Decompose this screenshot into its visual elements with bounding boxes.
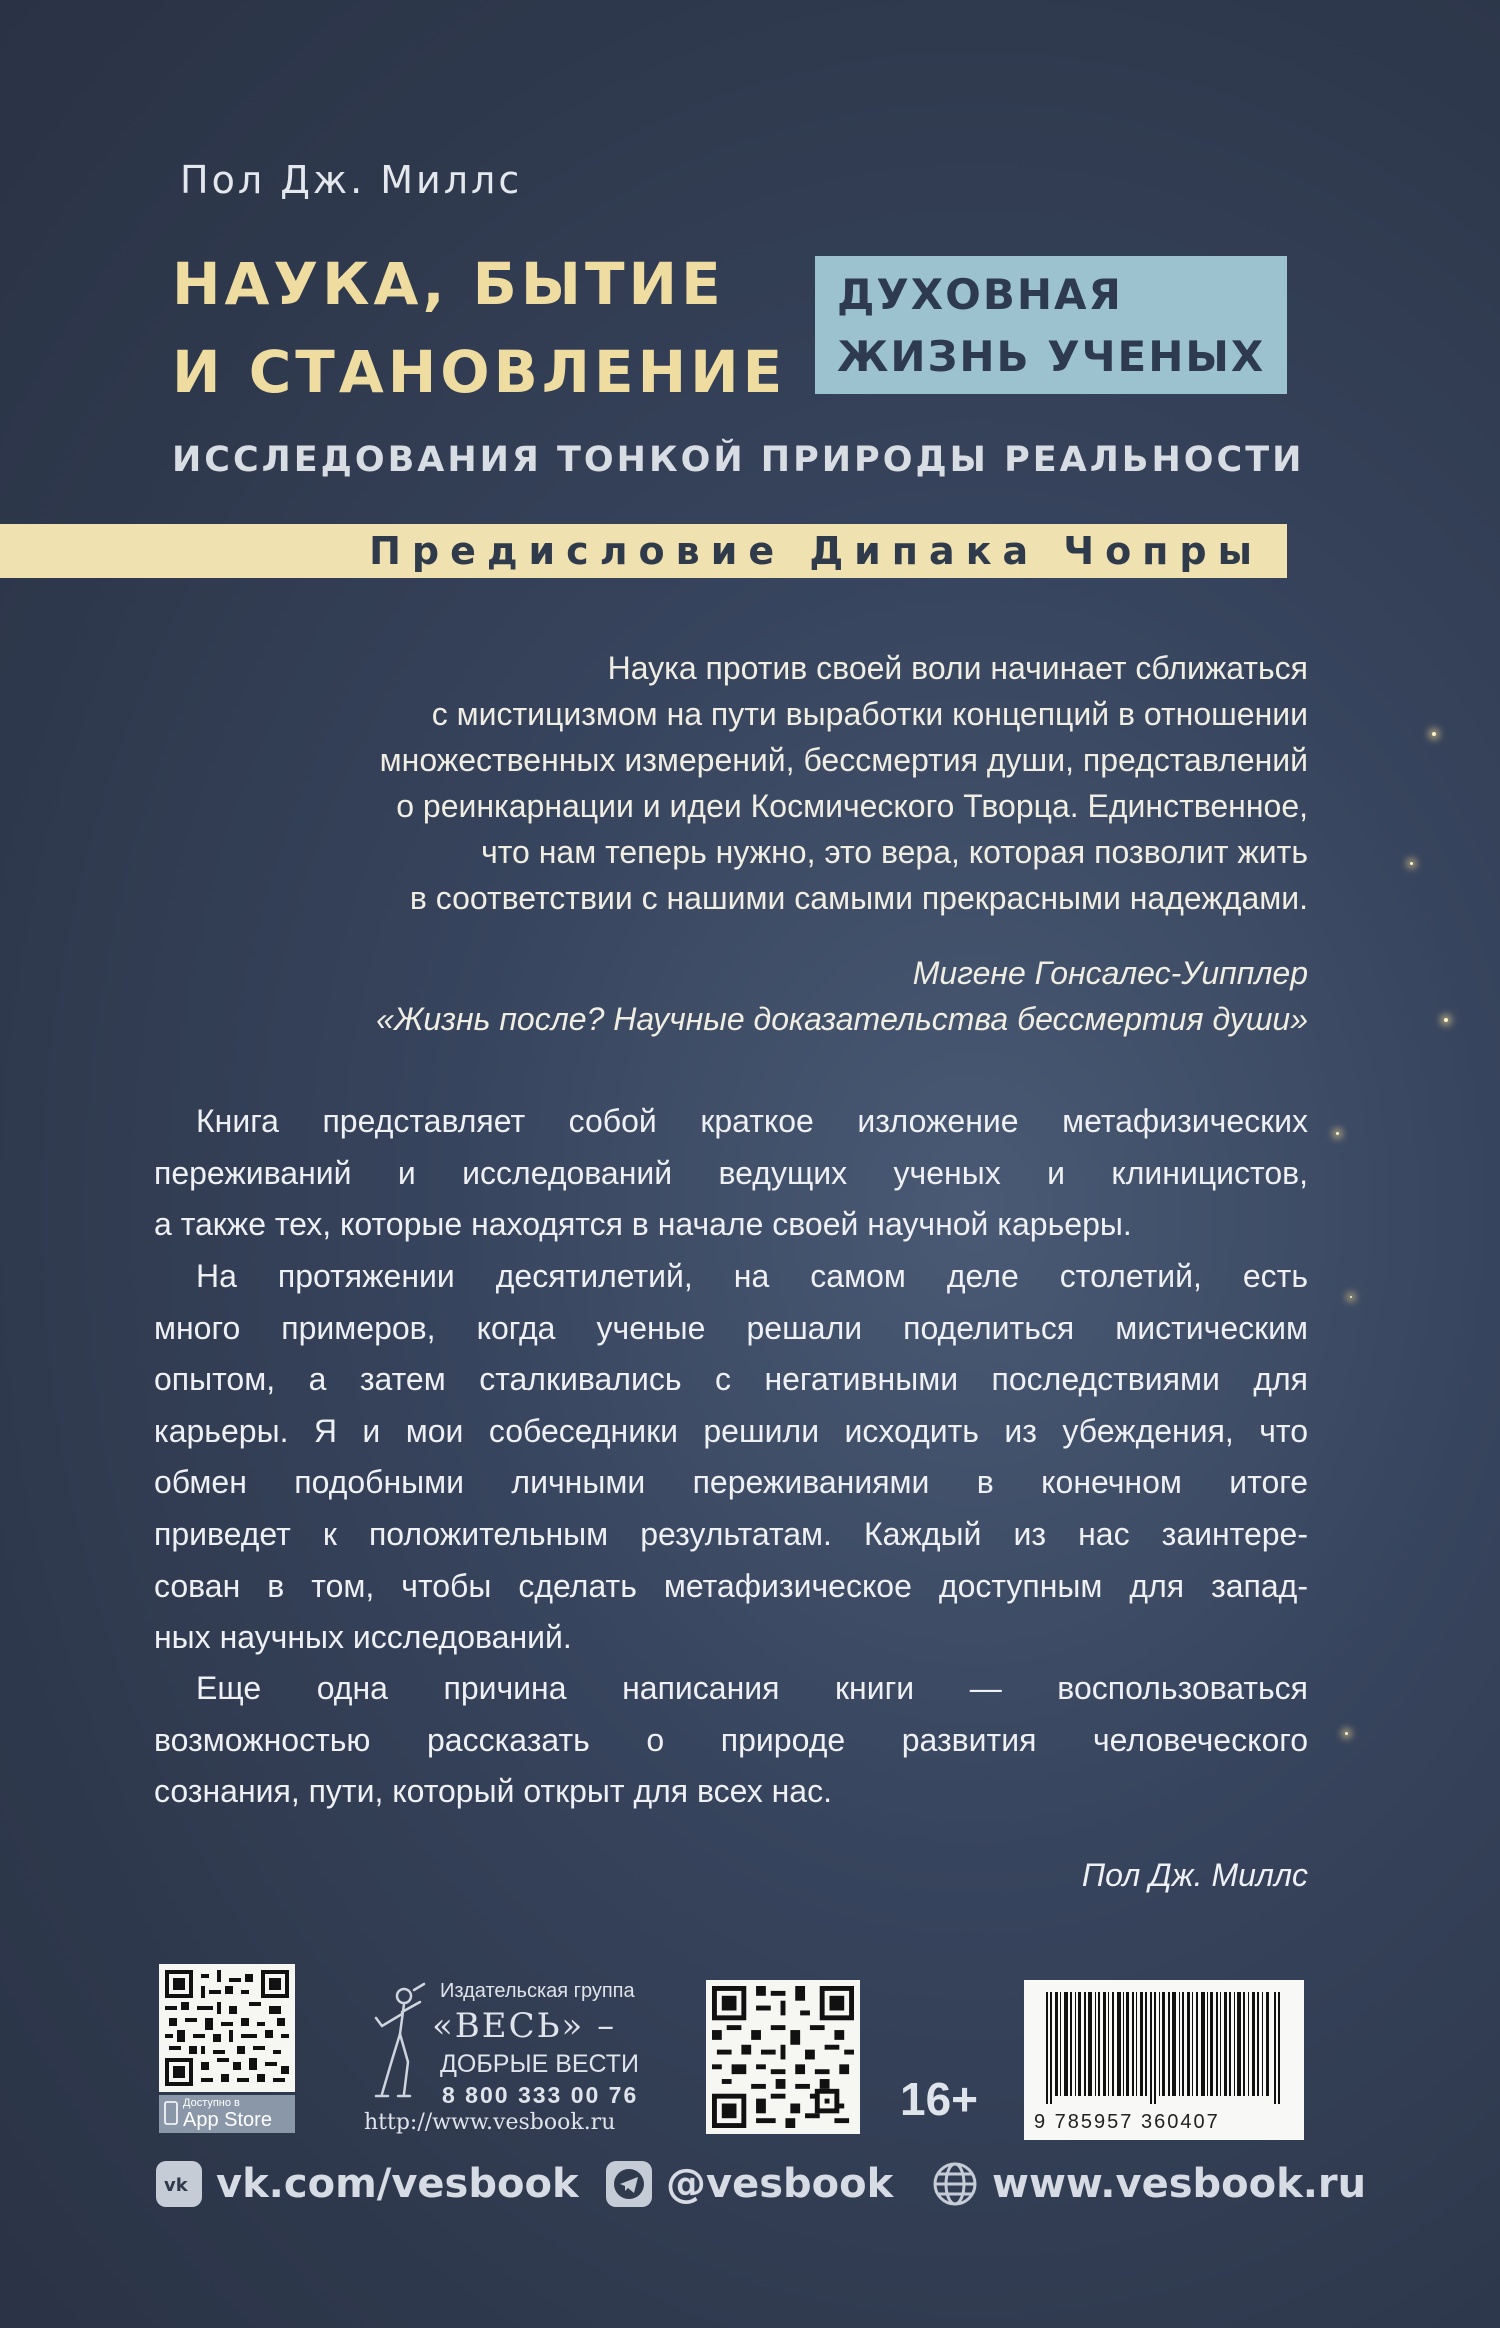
social-web[interactable] (932, 2156, 1366, 2212)
telegram-link[interactable]: @vesbook (666, 2161, 894, 2207)
hermes-logo-icon (368, 1982, 434, 2104)
quote-line: с мистицизмом на пути выработки концепций в отношении (431, 696, 1308, 732)
age-rating: 16+ (900, 2073, 979, 2125)
appstore-small-label: Доступно в (183, 2097, 240, 2109)
social-telegram[interactable] (606, 2156, 893, 2212)
quote-attribution (376, 950, 1308, 1042)
publisher-name: «ВЕСЬ» – (432, 2006, 617, 2046)
body-line: Книга представляет собой краткое изложение метафизических (196, 1103, 1308, 1139)
body-paragraph-2 (154, 1251, 1308, 1664)
series-box (815, 256, 1287, 394)
title-line-2: И СТАНОВЛЕНИЕ (172, 338, 787, 406)
star-decoration (1350, 1296, 1352, 1298)
star-decoration (1345, 1732, 1348, 1735)
web-link[interactable]: www.vesbook.ru (992, 2161, 1367, 2207)
body-paragraph-1 (154, 1096, 1308, 1251)
qr-code-icon (712, 1986, 854, 2128)
body-line: приведет к положительным результатам. Каждый из нас заинтере- (154, 1515, 1308, 1552)
body-line: возможностью рассказать о природе развития человеческого (154, 1721, 1308, 1758)
series-line-2: ЖИЗНЬ УЧЕНЫХ (837, 332, 1266, 381)
quote-line: Наука против своей воли начинает сближаться (607, 650, 1308, 686)
qr-code-site[interactable] (706, 1980, 860, 2134)
quote-source: «Жизнь после? Научные доказательства бессмертия души» (376, 1001, 1308, 1037)
body-line: карьеры. Я и мои собеседники решили исходить из убеждения, что (154, 1412, 1308, 1449)
star-decoration (1410, 862, 1413, 865)
barcode-icon (1046, 1992, 1282, 2104)
apple-icon (164, 2101, 178, 2125)
isbn-digits: 9 785957 360407 (1034, 2111, 1220, 2133)
foreword-band: Предисловие Дипака Чопры (0, 524, 1287, 578)
book-author: Пол Дж. Миллс (180, 158, 523, 202)
body-line: обмен подобными личными переживаниями в конечном итоге (154, 1464, 1308, 1501)
body-line: сован в том, чтобы сделать метафизическое доступным для запад- (154, 1567, 1308, 1604)
title-line-1: НАУКА, БЫТИЕ (172, 250, 725, 318)
appstore-big-label: App Store (183, 2109, 272, 2131)
star-decoration (1336, 1132, 1339, 1135)
quote-line: что нам теперь нужно, это вера, которая позволит жить (481, 834, 1308, 870)
quote-line: в соответствии с нашими самыми прекрасными надеждами. (409, 880, 1308, 916)
publisher-url[interactable]: http://www.vesbook.ru (364, 2110, 616, 2135)
body-line: переживаний и исследований ведущих ученых и клиницистов, (154, 1154, 1308, 1191)
body-line: Еще одна причина написания книги — воспользоваться (196, 1670, 1308, 1706)
globe-icon (932, 2161, 978, 2207)
series-line-1: ДУХОВНАЯ (837, 270, 1123, 319)
telegram-icon (606, 2161, 652, 2207)
vk-icon (156, 2161, 202, 2207)
body-paragraph-3 (154, 1663, 1308, 1818)
body-line: сознания, пути, который открыт для всех нас. (154, 1773, 832, 1810)
qr-code-app[interactable] (159, 1964, 295, 2092)
star-decoration (1432, 732, 1436, 736)
quote-line: множественных измерений, бессмертия души, представлений (379, 742, 1308, 778)
publisher-block (362, 1980, 662, 2140)
body-line: ных научных исследований. (154, 1619, 572, 1656)
appstore-badge[interactable] (159, 2095, 295, 2133)
star-decoration (1444, 1018, 1448, 1022)
svg-text:vk: vk (164, 2175, 188, 2194)
body-line: опытом, а затем сталкивались с негативными последствиями для (154, 1361, 1308, 1398)
book-title (172, 240, 786, 416)
publisher-tagline: ДОБРЫЕ ВЕСТИ (440, 2050, 640, 2078)
isbn-barcode (1024, 1980, 1304, 2140)
book-subtitle: ИССЛЕДОВАНИЯ ТОНКОЙ ПРИРОДЫ РЕАЛЬНОСТИ (172, 440, 1305, 480)
body-line: а также тех, которые находятся в начале своей научной карьеры. (154, 1206, 1132, 1243)
publisher-phone: 8 800 333 00 76 (442, 2082, 639, 2108)
body-signature: Пол Дж. Миллс (1081, 1857, 1308, 1893)
social-vk[interactable] (156, 2156, 579, 2212)
publisher-group-label: Издательская группа (440, 1980, 635, 2002)
vk-link[interactable]: vk.com/vesbook (216, 2161, 579, 2207)
body-line: много примеров, когда ученые решали поделиться мистическим (154, 1309, 1308, 1346)
quote-author: Мигене Гонсалес-Уипплер (912, 955, 1308, 991)
epigraph-quote (308, 645, 1308, 921)
body-line: На протяжении десятилетий, на самом деле столетий, есть (196, 1258, 1308, 1294)
qr-code-icon (165, 1970, 289, 2086)
quote-line: о реинкарнации и идеи Космического Творца. Единственное, (396, 788, 1308, 824)
